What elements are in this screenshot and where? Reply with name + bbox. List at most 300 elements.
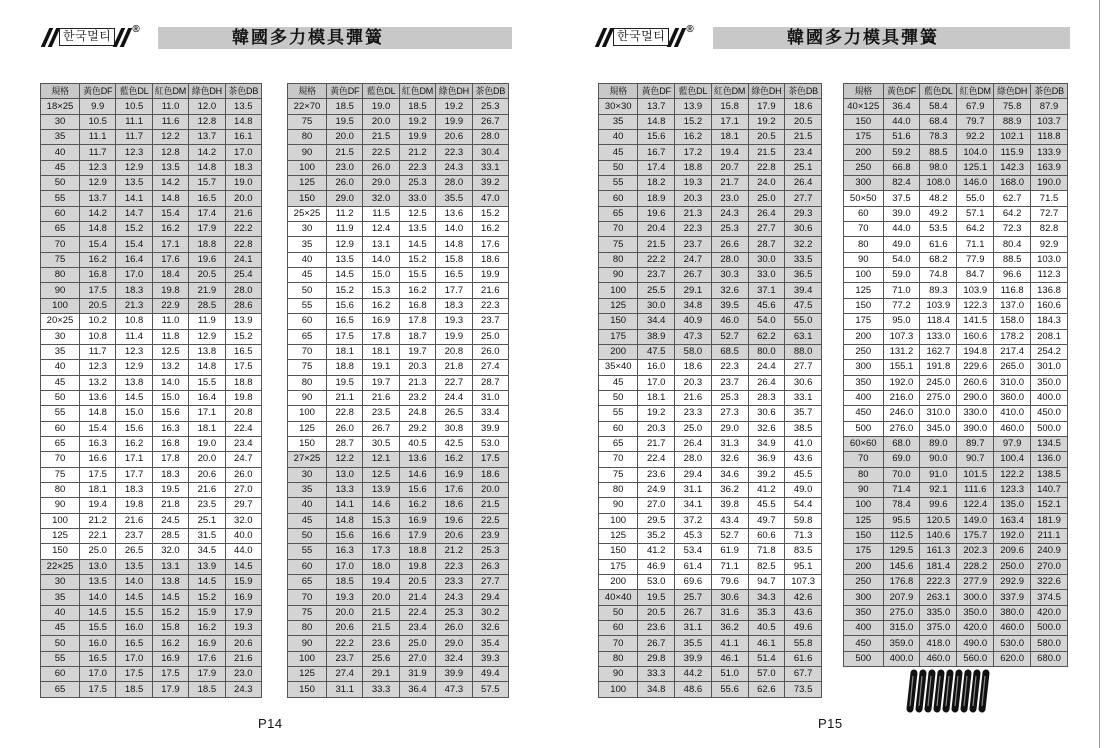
spec-cell: 70 [844,222,884,237]
load-value-cell: 14.5 [327,268,363,283]
spec-cell: 55 [599,176,638,191]
load-value-cell: 19.1 [363,360,399,375]
load-value-cell: 17.7 [116,467,152,482]
load-value-cell: 19.2 [748,114,785,129]
load-value-cell: 94.7 [748,575,785,590]
spec-cell: 175 [844,544,884,559]
table-row [844,252,1068,267]
spring-coil [928,673,932,709]
load-value-cell: 102.1 [994,130,1031,145]
load-value-cell: 12.9 [327,237,363,252]
load-value-cell: 14.2 [80,206,116,221]
load-value-cell: 83.5 [785,544,822,559]
load-value-cell: 14.8 [189,360,225,375]
table-row [599,498,822,513]
load-value-cell: 17.6 [152,252,188,267]
load-value-cell: 33.3 [363,682,399,697]
load-value-cell: 240.9 [1031,544,1068,559]
load-value-cell: 136.0 [1031,452,1068,467]
load-value-cell: 23.6 [363,636,399,651]
table-row [41,206,262,221]
table-row [41,390,262,405]
color-grade-column-header: 藍色DL [116,84,152,99]
load-value-cell: 47.5 [785,298,822,313]
load-value-cell: 84.7 [957,268,994,283]
load-value-cell: 15.2 [675,114,712,129]
load-value-cell: 103.9 [957,283,994,298]
load-value-cell: 17.8 [363,329,399,344]
load-value-cell: 410.0 [994,406,1031,421]
load-value-cell: 17.5 [225,360,261,375]
table-row [844,237,1068,252]
load-value-cell: 36.2 [711,621,748,636]
load-value-cell: 54.0 [883,252,920,267]
table-row [41,482,262,497]
load-value-cell: 20.0 [327,605,363,620]
table-row [844,605,1068,620]
spec-cell: 250 [844,344,884,359]
table-row [288,206,509,221]
load-value-cell: 23.7 [116,528,152,543]
load-value-cell: 25.6 [363,651,399,666]
table-row [288,145,509,160]
table-row [599,360,822,375]
load-value-cell: 116.8 [994,283,1031,298]
load-value-cell: 14.5 [116,590,152,605]
spec-cell: 125 [844,283,884,298]
spec-cell: 50 [599,160,638,175]
load-value-cell: 158.0 [994,314,1031,329]
load-value-cell: 26.4 [785,176,822,191]
load-value-cell: 16.9 [189,636,225,651]
load-value-cell: 17.6 [472,237,508,252]
load-value-cell: 43.4 [711,513,748,528]
spec-cell: 40 [599,130,638,145]
spec-cell: 125 [288,176,327,191]
load-value-cell: 21.5 [363,130,399,145]
spec-cell: 18×25 [41,99,80,114]
spec-cell: 100 [288,651,327,666]
load-value-cell: 118.4 [920,314,957,329]
load-value-cell: 53.0 [472,436,508,451]
table-row [41,498,262,513]
spec-cell: 200 [599,344,638,359]
load-value-cell: 23.7 [638,268,675,283]
load-value-cell: 275.0 [920,390,957,405]
load-value-cell: 33.4 [472,406,508,421]
spec-cell: 40 [41,605,80,620]
load-value-cell: 122.3 [957,298,994,313]
load-value-cell: 27.7 [748,222,785,237]
spec-cell: 22×25 [41,559,80,574]
load-value-cell: 97.9 [994,436,1031,451]
load-value-cell: 19.3 [675,176,712,191]
load-value-cell: 67.7 [785,667,822,682]
load-value-cell: 500.0 [1031,621,1068,636]
color-grade-column-header: 茶色DB [472,84,508,99]
load-value-cell: 115.9 [994,145,1031,160]
spec-cell: 35 [288,237,327,252]
load-value-cell: 14.6 [399,467,435,482]
load-value-cell: 310.0 [994,375,1031,390]
load-value-cell: 20.8 [436,344,472,359]
load-value-cell: 17.7 [436,283,472,298]
load-value-cell: 18.3 [225,160,261,175]
die-spring-image [905,669,993,713]
load-value-cell: 207.9 [883,590,920,605]
spec-cell: 30 [41,329,80,344]
logo-wordmark: 한국멀티 [59,28,115,46]
load-value-cell: 107.3 [785,575,822,590]
load-value-cell: 49.6 [785,621,822,636]
spec-cell: 25×25 [288,206,327,221]
load-value-cell: 103.9 [920,298,957,313]
load-value-cell: 16.3 [327,544,363,559]
table-row [41,298,262,313]
load-value-cell: 32.6 [711,452,748,467]
table-row [599,160,822,175]
load-value-cell: 15.0 [152,390,188,405]
load-value-cell: 138.5 [1031,467,1068,482]
table-row [844,268,1068,283]
spec-cell: 45 [41,375,80,390]
load-value-cell: 23.7 [711,375,748,390]
load-value-cell: 29.2 [399,421,435,436]
load-value-cell: 23.4 [785,145,822,160]
load-value-cell: 20.7 [711,160,748,175]
color-grade-column-header: 紅色DM [957,84,994,99]
load-value-cell: 67.9 [957,99,994,114]
load-value-cell: 89.7 [957,436,994,451]
spec-cell: 150 [844,114,884,129]
load-value-cell: 18.5 [327,575,363,590]
load-value-cell: 103.7 [1031,114,1068,129]
load-value-cell: 12.8 [189,114,225,129]
table-row [288,682,509,697]
load-value-cell: 82.5 [748,559,785,574]
spec-cell: 80 [599,252,638,267]
table-row [844,99,1068,114]
load-value-cell: 30.2 [472,605,508,620]
table-row [41,575,262,590]
color-grade-column-header: 紅色DM [152,84,188,99]
load-value-cell: 53.5 [920,222,957,237]
table-row [41,667,262,682]
load-value-cell: 19.4 [80,498,116,513]
load-value-cell: 21.7 [638,436,675,451]
load-value-cell: 11.1 [80,130,116,145]
spec-cell: 70 [41,452,80,467]
table-row [844,544,1068,559]
spec-cell: 100 [41,298,80,313]
load-value-cell: 35.3 [748,605,785,620]
table-row [288,114,509,129]
spec-cell: 125 [599,528,638,543]
load-value-cell: 16.3 [80,436,116,451]
load-value-cell: 27.7 [785,191,822,206]
table-row [844,314,1068,329]
load-value-cell: 13.9 [225,314,261,329]
color-grade-column-header: 藍色DL [675,84,712,99]
load-value-cell: 12.5 [363,467,399,482]
load-value-cell: 11.7 [80,145,116,160]
spec-cell: 90 [288,636,327,651]
load-value-cell: 16.0 [116,621,152,636]
load-value-cell: 78.3 [920,130,957,145]
load-value-cell: 11.9 [327,222,363,237]
table-row [599,298,822,313]
load-value-cell: 33.0 [748,268,785,283]
load-value-cell: 89.0 [920,436,957,451]
table-row [41,436,262,451]
load-value-cell: 25.0 [80,544,116,559]
load-value-cell: 18.5 [189,682,225,697]
table-row [599,314,822,329]
load-value-cell: 19.5 [152,482,188,497]
spec-cell: 60 [599,421,638,436]
spec-cell: 125 [41,528,80,543]
load-value-cell: 24.4 [436,390,472,405]
load-value-cell: 24.1 [225,252,261,267]
load-value-cell: 32.0 [363,191,399,206]
load-value-cell: 15.2 [399,252,435,267]
load-value-cell: 19.3 [225,621,261,636]
load-value-cell: 89.3 [920,283,957,298]
load-value-cell: 17.5 [152,667,188,682]
load-value-cell: 88.5 [994,252,1031,267]
load-value-cell: 25.1 [189,513,225,528]
table-row [599,145,822,160]
table-row [288,544,509,559]
load-value-cell: 25.3 [436,605,472,620]
table-row [288,636,509,651]
load-value-cell: 49.0 [785,482,822,497]
load-value-cell: 16.5 [436,268,472,283]
load-value-cell: 18.0 [363,559,399,574]
table-row [844,621,1068,636]
catalog-page-p15 [553,0,1099,748]
spec-cell: 500 [844,651,884,666]
load-value-cell: 18.5 [399,99,435,114]
load-value-cell: 21.9 [189,283,225,298]
load-value-cell: 263.1 [920,590,957,605]
load-value-cell: 178.2 [994,329,1031,344]
load-value-cell: 39.9 [675,651,712,666]
load-value-cell: 19.7 [399,344,435,359]
load-value-cell: 57.5 [472,682,508,697]
title-bar [713,27,1070,49]
load-value-cell: 35.4 [472,636,508,651]
table-row [288,421,509,436]
load-value-cell: 17.3 [363,544,399,559]
load-value-cell: 29.0 [436,636,472,651]
load-value-cell: 33.1 [472,160,508,175]
load-value-cell: 64.2 [957,222,994,237]
load-value-cell: 13.0 [80,559,116,574]
load-value-cell: 32.6 [711,283,748,298]
load-value-cell: 275.0 [883,605,920,620]
table-row [41,406,262,421]
load-value-cell: 374.5 [1031,590,1068,605]
load-value-cell: 118.8 [1031,130,1068,145]
load-value-cell: 19.7 [363,375,399,390]
load-value-cell: 17.6 [436,482,472,497]
load-value-cell: 24.3 [711,206,748,221]
load-value-cell: 39.9 [436,667,472,682]
load-value-cell: 30.0 [748,252,785,267]
spec-cell: 65 [288,329,327,344]
spec-cell: 45 [288,513,327,528]
load-value-cell: 34.9 [748,436,785,451]
load-value-cell: 29.7 [225,498,261,513]
spec-cell: 50 [599,605,638,620]
load-value-cell: 17.9 [152,682,188,697]
load-value-cell: 16.5 [80,651,116,666]
load-value-cell: 315.0 [883,621,920,636]
load-value-cell: 71.8 [748,544,785,559]
load-value-cell: 21.6 [363,390,399,405]
load-value-cell: 168.0 [994,176,1031,191]
logo-slash-mark [45,28,56,47]
load-value-cell: 31.1 [675,482,712,497]
load-value-cell: 135.0 [994,498,1031,513]
load-value-cell: 270.0 [1031,559,1068,574]
load-value-cell: 26.7 [472,114,508,129]
load-value-cell: 18.6 [472,252,508,267]
spec-cell: 300 [844,176,884,191]
load-value-cell: 20.0 [189,452,225,467]
load-value-cell: 19.0 [225,176,261,191]
spec-cell: 55 [288,544,327,559]
load-value-cell: 16.2 [675,130,712,145]
load-value-cell: 14.0 [436,222,472,237]
load-value-cell: 152.1 [1031,498,1068,513]
load-value-cell: 16.0 [638,360,675,375]
load-value-cell: 39.0 [883,206,920,221]
load-value-cell: 13.5 [399,222,435,237]
load-value-cell: 13.9 [189,559,225,574]
page-number: P14 [258,716,283,731]
table-row [599,452,822,467]
load-value-cell: 71.0 [883,283,920,298]
load-value-cell: 260.6 [957,375,994,390]
spec-cell: 70 [599,222,638,237]
spring-coil [973,673,977,709]
load-value-cell: 64.2 [994,206,1031,221]
load-value-cell: 123.3 [994,482,1031,497]
load-value-cell: 30.6 [785,375,822,390]
table-row [41,329,262,344]
load-value-cell: 18.1 [363,344,399,359]
load-value-cell: 18.6 [675,360,712,375]
load-value-cell: 490.0 [957,636,994,651]
spec-cell: 150 [288,682,327,697]
spec-cell: 90 [288,390,327,405]
load-value-cell: 20.3 [638,421,675,436]
load-value-cell: 21.5 [327,145,363,160]
load-value-cell: 680.0 [1031,651,1068,666]
table-row [288,298,509,313]
table-row [599,513,822,528]
load-value-cell: 68.5 [711,344,748,359]
table-row [844,651,1068,666]
load-value-cell: 16.2 [363,298,399,313]
spec-cell: 90 [41,283,80,298]
load-value-cell: 25.3 [472,544,508,559]
table-row [288,329,509,344]
load-value-cell: 21.3 [675,206,712,221]
spec-cell: 150 [288,436,327,451]
table-row [288,467,509,482]
load-value-cell: 380.0 [994,605,1031,620]
load-value-cell: 112.3 [1031,268,1068,283]
spec-cell: 30 [41,114,80,129]
table-row [288,344,509,359]
load-value-cell: 211.1 [1031,528,1068,543]
table-row [844,160,1068,175]
load-value-cell: 26.4 [748,375,785,390]
load-value-cell: 28.0 [711,252,748,267]
load-value-cell: 18.6 [472,467,508,482]
load-value-cell: 16.9 [363,314,399,329]
load-value-cell: 149.0 [957,513,994,528]
load-value-cell: 24.7 [225,452,261,467]
load-value-cell: 78.4 [883,498,920,513]
spec-cell: 200 [844,559,884,574]
table-row [41,191,262,206]
load-value-cell: 14.5 [152,590,188,605]
table-row [41,375,262,390]
load-value-cell: 31.9 [399,667,435,682]
load-value-cell: 79.7 [957,114,994,129]
load-value-cell: 15.8 [436,252,472,267]
load-value-cell: 14.0 [363,252,399,267]
load-value-cell: 14.8 [152,191,188,206]
load-value-cell: 17.5 [116,667,152,682]
load-value-cell: 25.7 [675,590,712,605]
load-value-cell: 44.0 [883,114,920,129]
spec-cell: 75 [599,237,638,252]
load-value-cell: 46.9 [638,559,675,574]
load-value-cell: 15.5 [80,621,116,636]
table-row [41,237,262,252]
load-value-cell: 82.4 [883,176,920,191]
load-value-cell: 10.5 [116,99,152,114]
table-row [599,329,822,344]
table-row [599,621,822,636]
color-grade-column-header: 綠色DH [994,84,1031,99]
load-value-cell: 14.5 [116,390,152,405]
load-value-cell: 125.1 [957,160,994,175]
load-value-cell: 31.5 [189,528,225,543]
table-row [41,636,262,651]
load-value-cell: 26.0 [436,621,472,636]
load-value-cell: 17.5 [80,283,116,298]
load-value-cell: 60.6 [748,528,785,543]
table-row [599,528,822,543]
page-edge-line [1099,0,1100,748]
load-value-cell: 13.5 [116,176,152,191]
table-row [599,99,822,114]
table-row [844,390,1068,405]
table-row [599,406,822,421]
load-value-cell: 460.0 [920,651,957,666]
spec-cell: 80 [844,467,884,482]
load-value-cell: 12.3 [80,360,116,375]
load-value-cell: 14.0 [116,575,152,590]
spec-cell: 55 [41,191,80,206]
spec-cell: 150 [41,544,80,559]
